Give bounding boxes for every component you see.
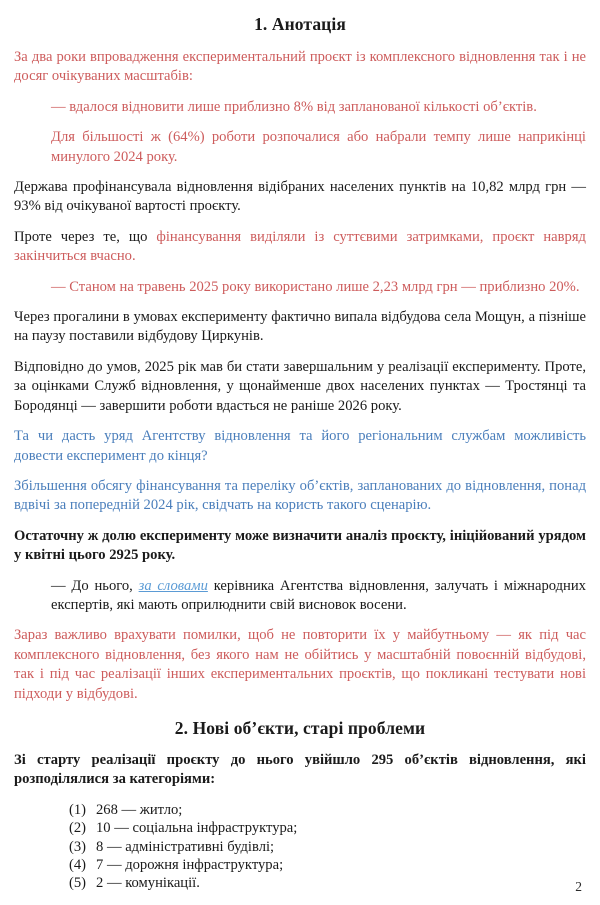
list-item-number: (5) bbox=[69, 875, 87, 892]
bullet-experts-suffix: керівника Агентства відновлення, залучать і міжнародних експертів, які мають оприлюднити свій висновок восени. bbox=[51, 577, 586, 613]
section-1-heading: 1. Анотація bbox=[254, 14, 346, 34]
list-item bbox=[14, 856, 586, 874]
paragraph-state-funding: Держава профінансувала відновлення відібраних населених пунктів на 10,82 млрд грн — 93% від очікуваної вартості проєкту. bbox=[14, 179, 586, 215]
list-item-number: (1) bbox=[69, 801, 87, 818]
list-item bbox=[14, 838, 586, 856]
paragraph-delays-rest: фінансування виділяли із суттєвими затримками, проєкт навряд закінчиться вчасно. bbox=[14, 228, 586, 265]
list-item-label: 8 — адміністративні будівлі; bbox=[96, 838, 275, 855]
list-item-number: (3) bbox=[69, 838, 87, 855]
bullet-experts-prefix: — До нього, bbox=[51, 577, 139, 594]
bullet-international-experts bbox=[14, 577, 586, 616]
paragraph-moshchun-tsyrkuny: Через прогалини в умовах експерименту фактично випала відбудова села Мощун, а пізніше на паузу поставили відбудову Циркунів. bbox=[14, 309, 586, 345]
list-item bbox=[14, 801, 586, 819]
paragraph-completion-2026: Відповідно до умов, 2025 рік мав би стати завершальним у реалізації експерименту. Проте, за оцінками Служб відновлення, у щонайменше двох населених пунктах — Тростянці та Бородянці — завершити роботи вдасться не раніше 2026 року. bbox=[14, 358, 586, 414]
list-item bbox=[14, 874, 586, 892]
list-item-label: 2 — комунікації. bbox=[96, 875, 200, 892]
list-item-label: 7 — дорожня інфраструктура; bbox=[96, 856, 284, 873]
list-item-label: 268 — житло; bbox=[96, 801, 183, 818]
za-slovamy-link[interactable]: за словами bbox=[138, 577, 208, 594]
object-categories-list bbox=[14, 801, 586, 893]
bullet-spent-may-2025: — Станом на травень 2025 року використано лише 2,23 млрд грн — приблизно 20%. bbox=[51, 278, 580, 295]
paragraph-lessons-learned: Зараз важливо врахувати помилки, щоб не повторити їх у майбутньому — як під час комплексного відновлення, без якого нам не обійтись у масштабній повоєнній відбудові, так і під час реалізації інших експериментальних проєктів, що покликані тестувати нові підходи у відбудові. bbox=[14, 627, 586, 702]
list-item bbox=[14, 819, 586, 837]
section-2-heading: 2. Нові об’єкти, старі проблеми bbox=[174, 717, 426, 738]
paragraph-intro: За два роки впровадження експериментальний проєкт із комплексного відновлення так і не досяг очікуваних масштабів: bbox=[14, 49, 586, 85]
list-item-number: (4) bbox=[69, 856, 87, 873]
bullet-restored-percent: — вдалося відновити лише приблизно 8% від запланованої кількості об’єктів. bbox=[51, 98, 537, 115]
paragraph-delays-lead: Проте через те, що bbox=[14, 228, 157, 245]
paragraph-295-objects: Зі старту реалізації проєкту до нього увійшло 295 об’єктів відновлення, які розподілялися за категоріями: bbox=[14, 751, 586, 788]
list-item-label: 10 — соціальна інфраструктура; bbox=[96, 820, 298, 837]
paragraph-funding-increase: Збільшення обсягу фінансування та переліку об’єктів, запланованих до відновлення, понад вдвічі за попередній 2024 рік, свідчать на користь такого сценарію. bbox=[14, 477, 586, 514]
paragraph-delays bbox=[14, 228, 586, 267]
paragraph-government-question: Та чи дасть уряд Агентству відновлення та його регіональним службам можливість довести експеримент до кінця? bbox=[14, 428, 586, 464]
page-number: 2 bbox=[575, 879, 582, 894]
list-item-number: (2) bbox=[69, 820, 87, 837]
bullet-majority-start: Для більшості ж (64%) роботи розпочалися або набрали темпу лише наприкінці минулого 2024 року. bbox=[51, 129, 586, 165]
paragraph-final-analysis: Остаточну ж долю експерименту може визначити аналіз проєкту, ініційований урядом у квітні цього 2925 року. bbox=[14, 527, 586, 564]
